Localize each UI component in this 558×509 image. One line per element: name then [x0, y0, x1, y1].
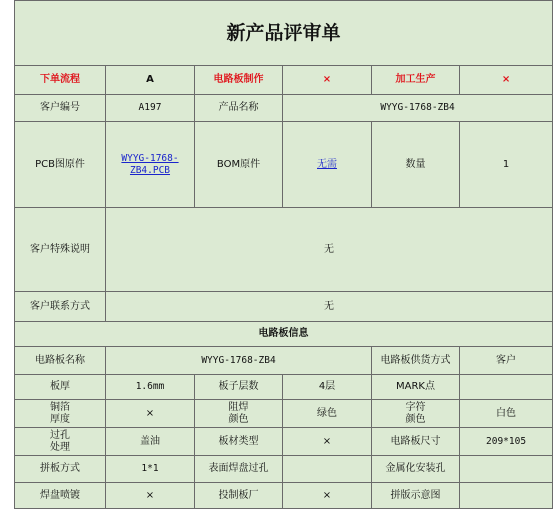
- material-label: 板材类型: [195, 428, 283, 456]
- review-sheet: [14, 0, 552, 502]
- mask-value[interactable]: 绿色: [283, 400, 372, 428]
- mask-label-line2: 颜色: [228, 413, 249, 425]
- customer-code-label: 客户编号: [15, 95, 106, 122]
- copper-value[interactable]: ×: [106, 400, 195, 428]
- pcb-name-value[interactable]: WYYG-1768-ZB4: [106, 347, 372, 375]
- copper-label: [15, 400, 106, 428]
- fab-value[interactable]: ×: [283, 483, 372, 509]
- surface-via-value[interactable]: [283, 456, 372, 483]
- supply-label: 电路板供货方式: [372, 347, 460, 375]
- pcb-file-link-line1: WYYG-1768-: [121, 153, 179, 165]
- via-label-line2: 处理: [50, 441, 70, 453]
- copper-label-line1: 铜箔: [50, 401, 70, 413]
- pcb-file-label: PCB图原件: [15, 122, 106, 208]
- customer-code-value[interactable]: A197: [106, 95, 195, 122]
- processing-value[interactable]: ×: [460, 66, 553, 95]
- bom-file-cell[interactable]: [283, 122, 372, 208]
- material-value[interactable]: ×: [283, 428, 372, 456]
- order-flow-label: 下单流程: [15, 66, 106, 95]
- special-notes-value[interactable]: 无: [106, 208, 553, 292]
- pcb-make-label: 电路板制作: [195, 66, 283, 95]
- via-label-line1: 过孔: [50, 429, 70, 441]
- mask-label-line1: 阻焊: [228, 401, 249, 413]
- pcb-file-link-line2: ZB4.PCB: [129, 164, 171, 176]
- via-value[interactable]: 盖油: [106, 428, 195, 456]
- quantity-label: 数量: [372, 122, 460, 208]
- contact-label: 客户联系方式: [15, 292, 106, 322]
- via-label: [15, 428, 106, 456]
- silk-label-line1: 字符: [405, 401, 426, 413]
- metal-hole-label: 金属化安装孔: [372, 456, 460, 483]
- supply-value[interactable]: 客户: [460, 347, 553, 375]
- silk-label-line2: 颜色: [405, 413, 426, 425]
- bom-file-link[interactable]: 无需: [317, 158, 337, 170]
- mark-label: MARK点: [372, 375, 460, 400]
- size-value[interactable]: 209*105: [460, 428, 553, 456]
- quantity-value[interactable]: 1: [460, 122, 553, 208]
- thickness-label: 板厚: [15, 375, 106, 400]
- size-label: 电路板尺寸: [372, 428, 460, 456]
- panel-label: 拼板方式: [15, 456, 106, 483]
- metal-hole-value[interactable]: [460, 456, 553, 483]
- order-flow-value[interactable]: A: [106, 66, 195, 95]
- pcb-make-value[interactable]: ×: [283, 66, 372, 95]
- panel-diagram-label: 拼版示意图: [372, 483, 460, 509]
- panel-value[interactable]: 1*1: [106, 456, 195, 483]
- surface-via-label: 表面焊盘过孔: [195, 456, 283, 483]
- pcb-file-link[interactable]: [121, 153, 178, 175]
- copper-label-line2: 厚度: [50, 413, 70, 425]
- pcb-name-label: 电路板名称: [15, 347, 106, 375]
- special-notes-label: 客户特殊说明: [15, 208, 106, 292]
- pcb-file-cell[interactable]: [106, 122, 195, 208]
- silk-value[interactable]: 白色: [460, 400, 553, 428]
- product-name-value[interactable]: WYYG-1768-ZB4: [283, 95, 553, 122]
- pad-finish-label: 焊盘喷镀: [15, 483, 106, 509]
- panel-diagram-value[interactable]: [460, 483, 553, 509]
- layers-value[interactable]: 4层: [283, 375, 372, 400]
- mask-label: [195, 400, 283, 428]
- bom-file-label: BOM原件: [195, 122, 283, 208]
- product-name-label: 产品名称: [195, 95, 283, 122]
- mark-value[interactable]: [460, 375, 553, 400]
- layers-label: 板子层数: [195, 375, 283, 400]
- silk-label: [372, 400, 460, 428]
- fab-label: 投制板厂: [195, 483, 283, 509]
- pcb-info-section-title: 电路板信息: [15, 322, 553, 347]
- pad-finish-value[interactable]: ×: [106, 483, 195, 509]
- contact-value[interactable]: 无: [106, 292, 553, 322]
- thickness-value[interactable]: 1.6mm: [106, 375, 195, 400]
- review-form-table: [14, 0, 553, 509]
- processing-label: 加工生产: [372, 66, 460, 95]
- page-title: 新产品评审单: [15, 1, 553, 66]
